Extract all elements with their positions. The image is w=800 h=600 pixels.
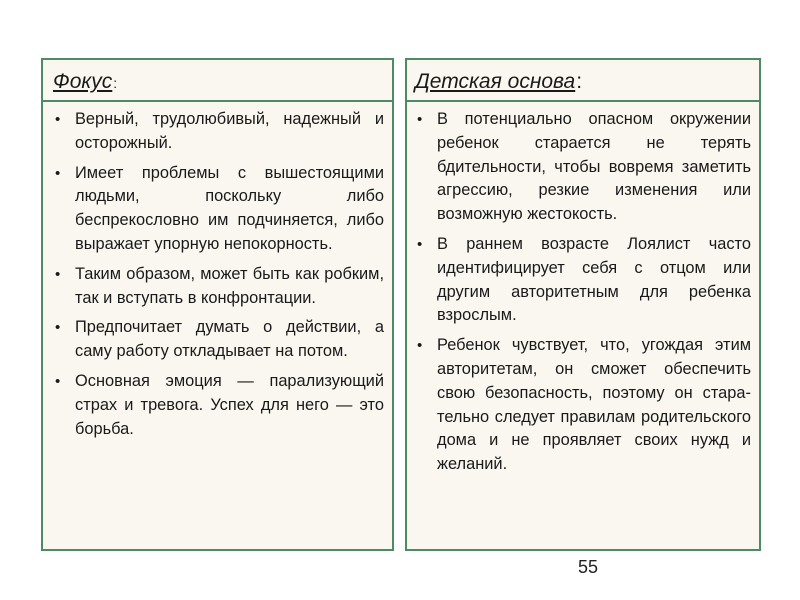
- bullet-icon: •: [417, 111, 423, 128]
- childhood-basis-list: [415, 108, 751, 477]
- bullet-icon: •: [417, 337, 423, 355]
- bullet-icon: •: [417, 235, 423, 253]
- focus-item-text: Таким образом, может быть как робким, так и вступать в конфронтации.: [75, 264, 384, 307]
- childhood-basis-list-item: [415, 233, 751, 328]
- focus-item-text: Предпочитает думать о действии, а саму работу откладывает на потом.: [75, 318, 384, 361]
- childhood-basis-panel-divider: [407, 100, 759, 102]
- page-number: 55: [578, 557, 599, 577]
- childhood-basis-list-item: [415, 108, 751, 227]
- childhood-basis-item-text: Ребенок чувствует, что, угождая этим авторитетам, он сможет обеспечить свою безопасность, поэтому он старательно следует правилам родительского дома и не проявляет своих нужд и желаний.: [437, 336, 751, 474]
- bullet-icon: •: [55, 111, 61, 128]
- focus-item-text: Имеет проблемы с вышестоящими людьми, поскольку либо беспрекословно им подчиняется, либо выражает упорную непокорность.: [75, 163, 384, 253]
- childhood-basis-title-text: Детская основа: [415, 70, 576, 93]
- focus-item-text: Основная эмоция — парализующий страх и тревога. Успех для него — это борьба.: [75, 371, 384, 438]
- focus-list-item: [53, 263, 384, 311]
- focus-panel: [41, 58, 394, 551]
- focus-item-text: Верный, трудолюбивый, надежный и осторожный.: [75, 110, 384, 152]
- childhood-basis-title-colon: :: [576, 70, 583, 93]
- bullet-icon: •: [55, 372, 61, 390]
- focus-panel-divider: [43, 100, 392, 102]
- focus-list-item: [53, 370, 384, 441]
- childhood-basis-list-item: [415, 334, 751, 477]
- focus-panel-title: [53, 68, 384, 96]
- bullet-icon: •: [55, 265, 61, 283]
- focus-list-item: [53, 162, 384, 257]
- childhood-basis-item-text: В раннем возрасте Лоялист часто идентифицирует себя с отцом или другим авторитетным для ребенка взрослым.: [437, 234, 751, 325]
- focus-list-item: [53, 316, 384, 364]
- focus-list: [53, 108, 384, 441]
- focus-title-text: Фокус: [53, 70, 113, 93]
- focus-list-item: [53, 108, 384, 156]
- bullet-icon: •: [55, 164, 61, 182]
- focus-title-colon: :: [113, 75, 118, 91]
- childhood-basis-panel: [405, 58, 761, 551]
- childhood-basis-item-text: В потенциально опасном окружении ребенок старается не терять бдительности, чтобы вовремя заметить агрессию, резкие изменения или возможную жестокость.: [437, 110, 751, 224]
- bullet-icon: •: [55, 319, 61, 337]
- childhood-basis-panel-title: [415, 68, 751, 96]
